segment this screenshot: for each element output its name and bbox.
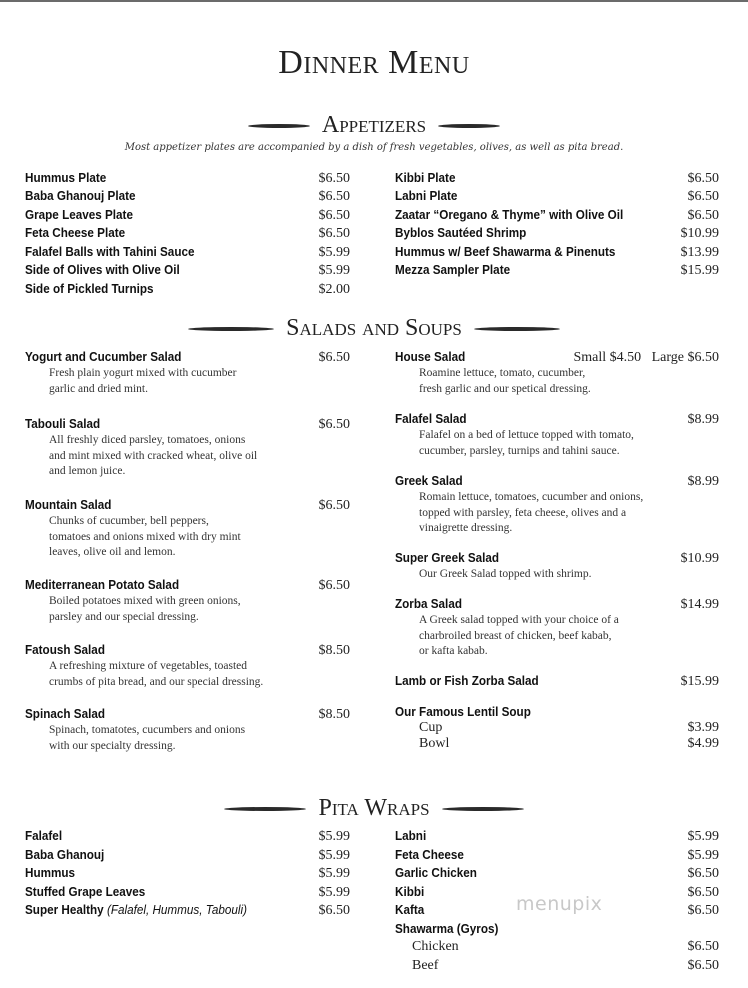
- menu-item: Kibbi $6.50: [395, 884, 719, 900]
- menu-item: Super Greek Salad $10.99: [395, 550, 719, 566]
- size-prices: Small $4.50 Large $6.50: [573, 350, 719, 365]
- menu-item: Hummus $5.99: [25, 865, 350, 881]
- menu-item: Stuffed Grape Leaves $5.99: [25, 884, 350, 900]
- item-description: Boiled potatoes mixed with green onions, parsley and our special dressing.: [49, 595, 241, 623]
- item-note: (Falafel, Hummus, Tabouli): [106, 902, 247, 917]
- menu-title: Dinner Menu: [278, 44, 470, 81]
- menu-item: Falafel $5.99: [25, 828, 350, 844]
- menu-item: Our Famous Lentil Soup: [395, 704, 531, 719]
- menu-item: Falafel Salad $8.99: [395, 411, 719, 427]
- menu-item: Hummus w/ Beef Shawarma & Pinenuts $13.99: [395, 244, 719, 260]
- menupix-watermark: menupix: [516, 893, 603, 915]
- menu-item: Zaatar “Oregano & Thyme” with Olive Oil $6.50: [395, 207, 719, 223]
- size-option: Cup $3.99: [419, 720, 719, 735]
- appetizers-heading-text: Appetizers: [321, 112, 427, 138]
- item-description: Fresh plain yogurt mixed with cucumber garlic and dried mint.: [49, 367, 237, 395]
- size-option: Chicken $6.50: [412, 939, 719, 954]
- wraps-heading: [0, 794, 748, 822]
- menu-item: Fatoush Salad $8.50: [25, 642, 350, 658]
- appetizers-heading: [0, 111, 748, 139]
- menu-item: Garlic Chicken $6.50: [395, 865, 719, 881]
- menu-item: Mediterranean Potato Salad $6.50: [25, 577, 350, 593]
- menu-item: Lamb or Fish Zorba Salad $15.99: [395, 673, 719, 689]
- salads-heading: [0, 314, 748, 342]
- item-description: A refreshing mixture of vegetables, toasted crumbs of pita bread, and our special dressing.: [49, 660, 264, 688]
- size-option: Bowl $4.99: [419, 736, 719, 751]
- menu-item: Kibbi Plate $6.50: [395, 170, 719, 186]
- menu-item: Greek Salad $8.99: [395, 473, 719, 489]
- item-description: Our Greek Salad topped with shrimp.: [419, 568, 592, 580]
- menu-item: Baba Ghanouj $5.99: [25, 847, 350, 863]
- menu-item: Mountain Salad $6.50: [25, 497, 350, 513]
- menu-item: Byblos Sautéed Shrimp $10.99: [395, 225, 719, 241]
- menu-item: Yogurt and Cucumber Salad $6.50: [25, 349, 350, 365]
- menu-item: Labni $5.99: [395, 828, 719, 844]
- item-description: Falafel on a bed of lettuce topped with tomato, cucumber, parsley, turnips and tahini sauce.: [419, 429, 634, 457]
- flourish-left: [248, 124, 310, 128]
- menu-item: Tabouli Salad $6.50: [25, 416, 350, 432]
- wraps-heading-text: Pita Wraps: [318, 795, 430, 821]
- flourish-left: [188, 327, 274, 331]
- item-description: Roamine lettuce, tomato, cucumber, fresh garlic and our spetical dressing.: [419, 367, 591, 395]
- menu-item: Baba Ghanouj Plate $6.50: [25, 188, 350, 204]
- menu-item: House Salad Small $4.50 Large $6.50: [395, 349, 719, 365]
- menu-item: Hummus Plate $6.50: [25, 170, 350, 186]
- item-description: Chunks of cucumber, bell peppers, tomatoes and onions mixed with dry mint leaves, olive oil and lemon.: [49, 515, 241, 558]
- top-border: [0, 0, 748, 2]
- flourish-right: [474, 327, 560, 331]
- size-option: Beef $6.50: [412, 958, 719, 973]
- item-description: Romain lettuce, tomatoes, cucumber and onions, topped with parsley, feta cheese, olives and a vinaigrette dressing.: [419, 491, 644, 534]
- flourish-right: [442, 807, 524, 811]
- menu-item: Labni Plate $6.50: [395, 188, 719, 204]
- item-description: A Greek salad topped with your choice of a charbroiled breast of chicken, beef kabab, or kafta kabab.: [419, 614, 619, 657]
- salads-heading-text: Salads and Soups: [286, 315, 462, 341]
- menu-item: Side of Olives with Olive Oil $5.99: [25, 262, 350, 278]
- menu-item: Spinach Salad $8.50: [25, 706, 350, 722]
- item-description: All freshly diced parsley, tomatoes, onions and mint mixed with cracked wheat, olive oil and lemon juice.: [49, 434, 258, 477]
- item-description: Spinach, tomatotes, cucumbers and onions with our specialty dressing.: [49, 724, 246, 752]
- menu-item: Falafel Balls with Tahini Sauce $5.99: [25, 244, 350, 260]
- flourish-left: [224, 807, 306, 811]
- menu-item: Super Healthy (Falafel, Hummus, Tabouli) $6.50: [25, 902, 350, 918]
- appetizers-note: Most appetizer plates are accompanied by a dish of fresh vegetables, olives, as well as pita bread.: [124, 142, 624, 153]
- menu-item: Feta Cheese $5.99: [395, 847, 719, 863]
- flourish-right: [438, 124, 500, 128]
- menu-item: Feta Cheese Plate $6.50: [25, 225, 350, 241]
- menu-item: Mezza Sampler Plate $15.99: [395, 262, 719, 278]
- menu-item: Grape Leaves Plate $6.50: [25, 207, 350, 223]
- menu-item: Kafta $6.50: [395, 902, 719, 918]
- menu-item: Side of Pickled Turnips $2.00: [25, 281, 350, 297]
- menu-item: Shawarma (Gyros): [395, 921, 499, 936]
- menu-item: Zorba Salad $14.99: [395, 596, 719, 612]
